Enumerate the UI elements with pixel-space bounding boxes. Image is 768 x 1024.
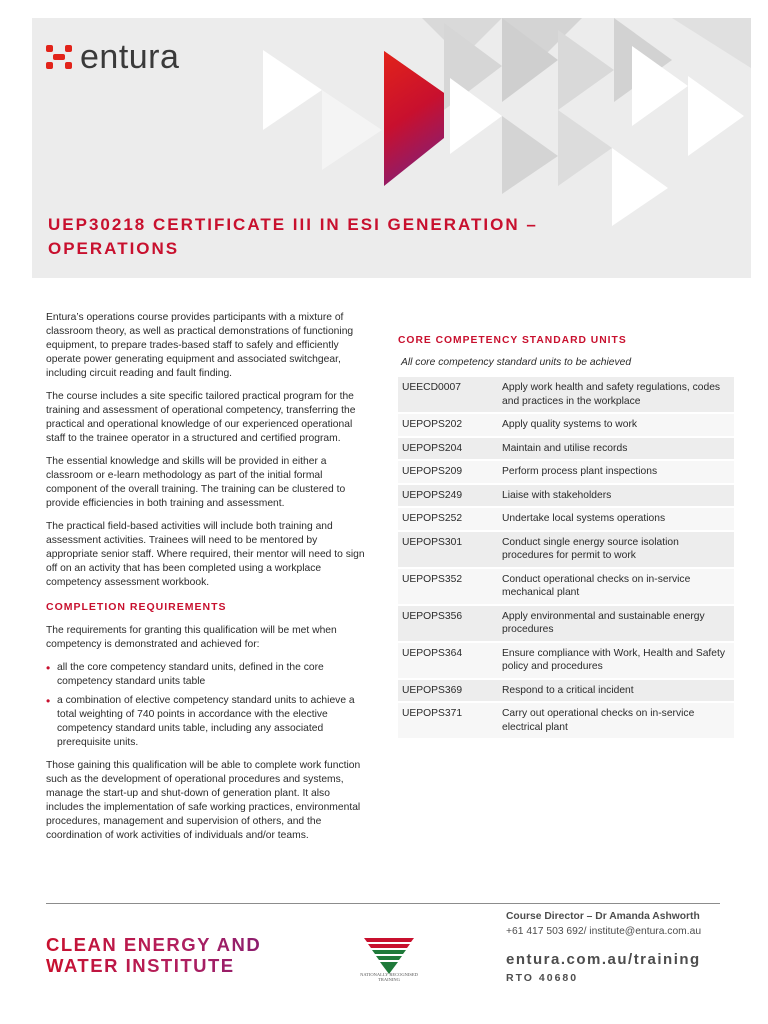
unit-title: Maintain and utilise records — [498, 437, 734, 461]
table-row — [398, 605, 734, 642]
table-row — [398, 679, 734, 703]
intro-paragraph: The practical field-based activities will include both training and assessment activities. Trainees will need to be mentored by appropriate senior staff. Where required, their mentor will need to sign off on an activity that has been completed using a workplace competency assessment workbook. — [46, 521, 365, 588]
list-item: • a combination of elective competency standard units to achieve a total weighting of 740 points in accordance with the elective competency standard units table, including any associated prerequisite units. — [46, 694, 369, 750]
unit-title: Conduct single energy source isolation procedures for permit to work — [498, 531, 734, 568]
core-units-table — [398, 377, 734, 740]
unit-title: Apply quality systems to work — [498, 413, 734, 437]
unit-code: UEPOPS202 — [398, 413, 498, 437]
table-row — [398, 507, 734, 531]
table-row — [398, 702, 734, 739]
unit-title: Ensure compliance with Work, Health and Safety policy and procedures — [498, 642, 734, 679]
table-row — [398, 642, 734, 679]
nrt-logo-text: NATIONALLY RECOGNISED TRAINING — [360, 972, 418, 982]
intro-paragraph: The essential knowledge and skills will be provided in either a classroom or e-learn methodology as part of the initial formal component of the overall training. The training can be clustered to provide efficiencies in both training and assessment. — [46, 456, 346, 509]
unit-code: UEPOPS209 — [398, 460, 498, 484]
list-item: • all the core competency standard units, defined in the core competency standard units table — [46, 661, 369, 689]
core-units-heading: CORE COMPETENCY STANDARD UNITS — [398, 335, 627, 346]
course-director: Course Director – Dr Amanda Ashworth — [506, 911, 700, 922]
unit-code: UEPOPS301 — [398, 531, 498, 568]
logo-text: entura — [80, 38, 180, 76]
table-row — [398, 568, 734, 605]
unit-title: Undertake local systems operations — [498, 507, 734, 531]
unit-code: UEPOPS352 — [398, 568, 498, 605]
table-row — [398, 437, 734, 461]
completion-list — [46, 661, 369, 750]
unit-code: UEPOPS356 — [398, 605, 498, 642]
unit-code: UEECD0007 — [398, 377, 498, 413]
unit-title: Apply environmental and sustainable energy procedures — [498, 605, 734, 642]
unit-title: Apply work health and safety regulations, codes and practices in the workplace — [498, 377, 734, 413]
table-row — [398, 413, 734, 437]
page-title: UEP30218 CERTIFICATE III IN ESI GENERATION – OPERATIONS — [48, 215, 538, 258]
left-column — [46, 311, 369, 852]
unit-title: Liaise with stakeholders — [498, 484, 734, 508]
intro-paragraph: Entura’s operations course provides participants with a mixture of classroom theory, as well as practical demonstrations of functioning equipment, to prepare trades-based staff to safely and efficiently operate power generating equipment and associated switchgear, including circuit reading and fault finding. — [46, 312, 354, 379]
rto-number: RTO 40680 — [506, 972, 579, 984]
completion-intro: The requirements for granting this qualification will be met when competency is demonstrated and achieved for: — [46, 625, 337, 650]
website-link[interactable]: entura.com.au/training — [506, 951, 701, 968]
header-banner — [32, 18, 751, 278]
table-row — [398, 531, 734, 568]
entura-logo-mark-icon — [44, 42, 74, 72]
institute-line-1: CLEAN ENERGY AND — [46, 934, 262, 955]
unit-title: Perform process plant inspections — [498, 460, 734, 484]
right-column — [398, 335, 734, 740]
unit-code: UEPOPS204 — [398, 437, 498, 461]
institute-line-2: WATER INSTITUTE — [46, 955, 235, 976]
footer-divider — [46, 903, 720, 904]
unit-code: UEPOPS371 — [398, 702, 498, 739]
table-row — [398, 377, 734, 413]
unit-code: UEPOPS364 — [398, 642, 498, 679]
unit-title: Respond to a critical incident — [498, 679, 734, 703]
table-row — [398, 460, 734, 484]
table-row — [398, 484, 734, 508]
intro-paragraph: The course includes a site specific tailored practical program for the training and assessment of operational competency, transferring the practical and operational knowledge of our experienced operational staff to the trainee operator in a structured and certified program. — [46, 391, 356, 444]
unit-code: UEPOPS252 — [398, 507, 498, 531]
contact-details: +61 417 503 692/ institute@entura.com.au — [506, 926, 702, 937]
unit-title: Carry out operational checks on in-service electrical plant — [498, 702, 734, 739]
unit-code: UEPOPS249 — [398, 484, 498, 508]
entura-logo — [44, 40, 179, 74]
institute-logo — [46, 934, 261, 976]
unit-code: UEPOPS369 — [398, 679, 498, 703]
completion-heading: COMPLETION REQUIREMENTS — [46, 601, 227, 613]
completion-closing: Those gaining this qualification will be able to complete work function such as the development of operational procedures and systems, manage the start-up and shut-down of generation plant. It also includes the implementation of safe working practices, environmental procedures, management and supervision of others, and the coordination of work activities of individuals and/or teams. — [46, 760, 361, 841]
core-units-subheading: All core competency standard units to be achieved — [401, 357, 632, 368]
unit-title: Conduct operational checks on in-service mechanical plant — [498, 568, 734, 605]
